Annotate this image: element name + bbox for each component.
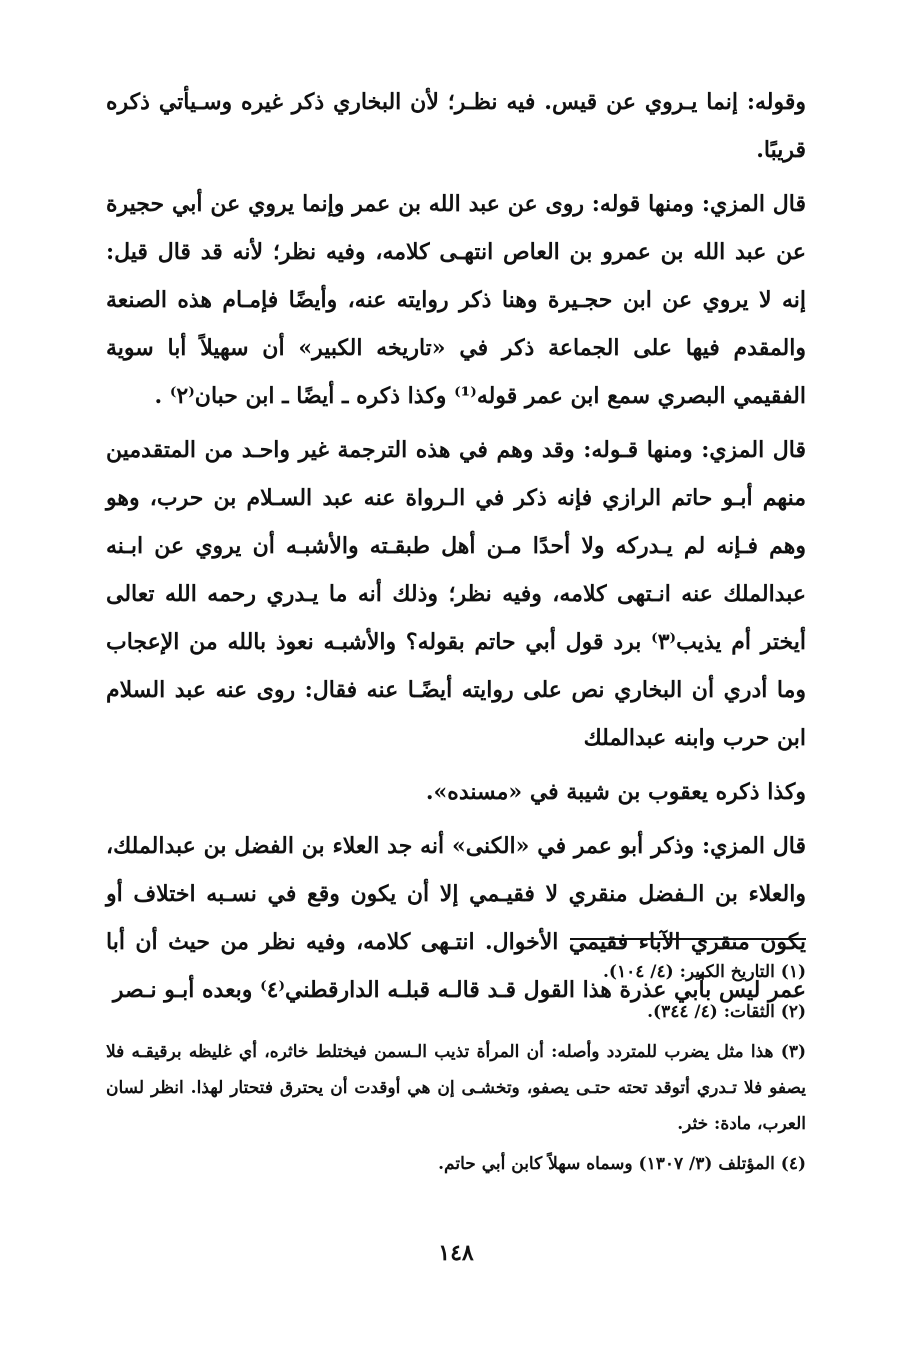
footnote-3: (٣) هذا مثل يضرب للمتردد وأصله: أن المرأة تذيب الـسمن فيختلط خاثره، أي غليظه برقيقـه فلا يصفو فلا تـدري أتوقد تحته حتـى يصفو، وتخشـى إن هي أوقدت أن يحترق فتحتار لهذا. انظر لسان العرب، مادة: خثر.	[106, 1042, 806, 1134]
page-number: ١٤٨	[438, 1240, 474, 1266]
paragraph-5: قال المزي: وذكر أبو عمر في «الكنى» أنه جد العلاء بن الفضل بن عبدالملك، والعلاء بن الـفضل منقري لا فقيـمي إلا أن يكون وقع في نسـبه اختلاف أو يكون منقري الآباء فقيمي الأخوال. انتـهى كلامه، وفيه نظر من حيث أن أبا عمر ليس بأبي عذرة هذا القول قـد قالـه قبلـه الدارقطني⁽٤⁾ وبعده أبـو نـصر	[106, 833, 806, 1003]
paragraph-3: قال المزي: ومنها قـوله: وقد وهم في هذه الترجمة غير واحـد من المتقدمين منهم أبـو حاتم الرازي فإنه ذكر في الـرواة عنه عبد السـلام بن حرب، وهو وهم فـإنه لم يـدركه ولا أحدًا مـن أهل طبقـته والأشبـه أن يروي عن ابـنه عبدالملك عنه انـتهى كلامه، وفيه نظر؛ وذلك أنه ما يـدري رحمه الله تعالى أيختر أم يذيب⁽٣⁾ برد قول أبي حاتم بقوله؟ والأشبـه نعوذ بالله من الإعجاب وما أدري أن البخاري نص على روايته أيضًـا عنه فقال: روى عنه عبد السلام ابن حرب وابنه عبدالملك	[106, 437, 806, 751]
footnote-1: (١) التاريخ الكبير: (٤/ ١٠٤).	[602, 962, 806, 982]
footnote-divider	[570, 938, 806, 940]
footnote-4: (٤) المؤتلف (٣/ ١٣٠٧) وسماه سهلاً كابن أبي حاتم.	[438, 1154, 806, 1174]
footnote-2: (٢) الثقات: (٤/ ٣٤٤).	[647, 1002, 806, 1022]
document-page	[106, 78, 806, 1318]
footnotes	[106, 954, 806, 1186]
paragraph-1: وقوله: إنما يـروي عن قيس. فيه نظـر؛ لأن البخاري ذكر غيره وسـيأتي ذكره قريبًا.	[106, 89, 806, 163]
paragraph-2: قال المزي: ومنها قوله: روى عن عبد الله بن عمر وإنما يروي عن أبي حجيرة عن عبد الله بن عمرو بن العاص انتهـى كلامه، وفيه نظر؛ لأنه قد قال قيل: إنه لا يروي عن ابن حجـيرة وهنا ذكر روايته عنه، وأيضًا فإمـام هذه الصنعة والمقدم فيها على الجماعة ذكر في «تاريخه الكبير» أن سهيلاً أبا سوية الفقيمي البصري سمع ابن عمر قوله⁽¹⁾ وكذا ذكره ـ أيضًا ـ ابن حبان⁽٢⁾ .	[106, 191, 806, 409]
paragraph-4: وكذا ذكره يعقوب بن شيبة في «مسنده».	[425, 779, 806, 805]
